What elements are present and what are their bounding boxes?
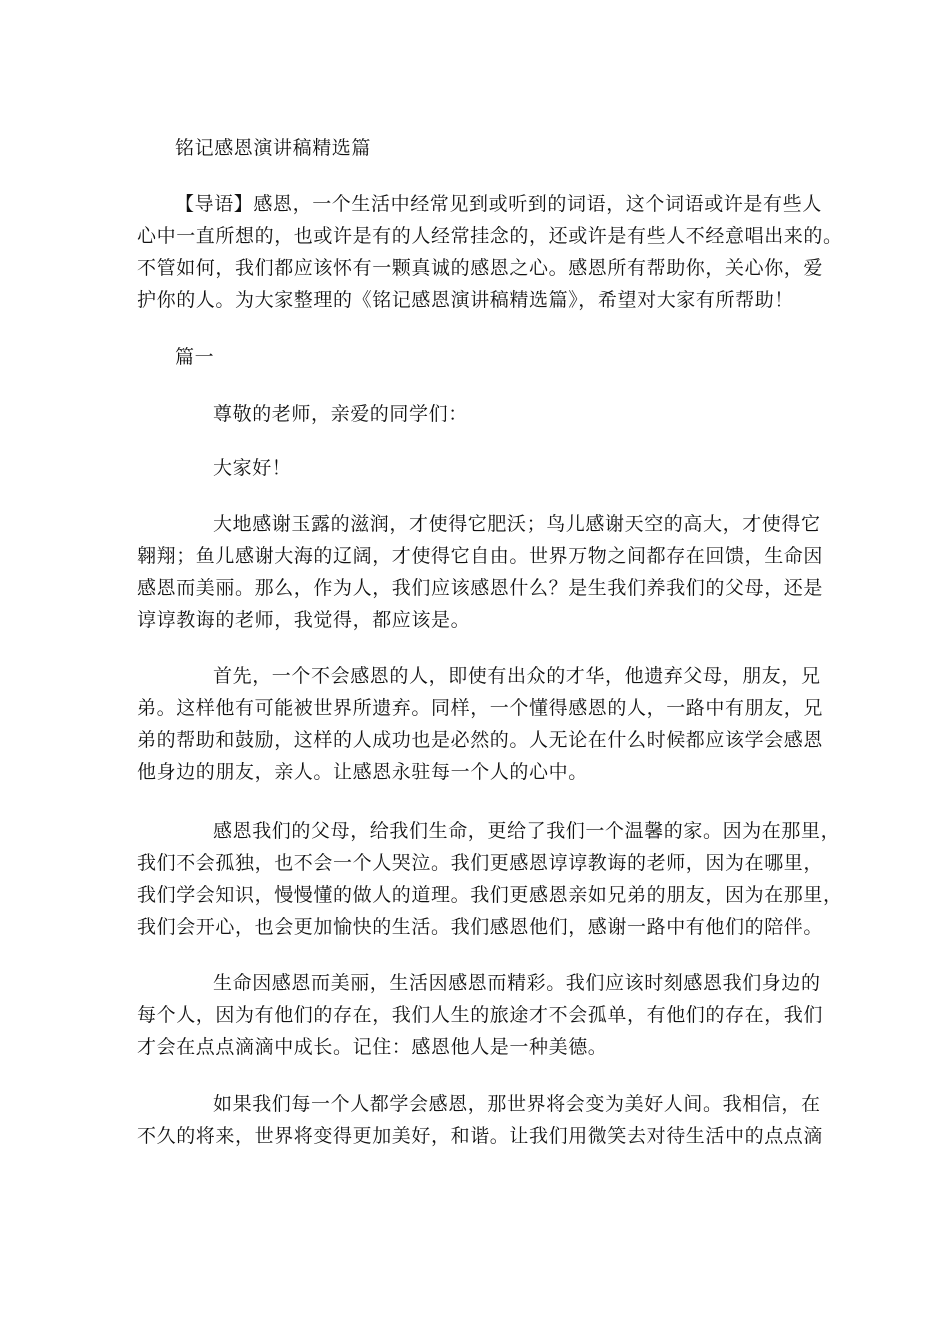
salutation: 尊敬的老师，亲爱的同学们： [213,403,468,425]
paragraph-line: 我们学会知识，慢慢懂的做人的道理。我们更感恩亲如兄弟的朋友，因为在那里， [137,884,843,906]
body-paragraph-5 [137,1088,824,1152]
body-paragraph-1 [137,508,824,636]
intro-line: 心中一直所想的，也或许是有的人经常挂念的，还或许是有些人不经意唱出来的。 [137,225,843,247]
intro-line: 护你的人。为大家整理的《铭记感恩演讲稿精选篇》，希望对大家有所帮助！ [137,289,794,311]
paragraph-line: 首先，一个不会感恩的人，即使有出众的才华，他遗弃父母，朋友，兄 [213,665,821,687]
paragraph-line: 翱翔；鱼儿感谢大海的辽阔，才使得它自由。世界万物之间都存在回馈，生命因 [137,545,824,567]
paragraph-line: 生命因感恩而美丽，生活因感恩而精彩。我们应该时刻感恩我们身边的 [213,972,821,994]
paragraph-line: 大地感谢玉露的滋润，才使得它肥沃；鸟儿感谢天空的高大，才使得它 [213,513,821,535]
paragraph-line: 感恩而美丽。那么，作为人，我们应该感恩什么？是生我们养我们的父母，还是 [137,577,824,599]
paragraph-line: 弟。这样他有可能被世界所遗弃。同样，一个懂得感恩的人，一路中有朋友，兄 [137,697,824,719]
paragraph-line: 不久的将来，世界将变得更加美好，和谐。让我们用微笑去对待生活中的点点滴 [137,1125,824,1147]
intro-line: 不管如何，我们都应该怀有一颗真诚的感恩之心。感恩所有帮助你，关心你，爱 [137,257,824,279]
paragraph-line: 感恩我们的父母，给我们生命，更给了我们一个温馨的家。因为在那里， [213,820,841,842]
body-paragraph-2 [137,660,824,788]
document-title: 铭记感恩演讲稿精选篇 [175,137,372,159]
greeting: 大家好！ [213,457,292,479]
paragraph-line: 如果我们每一个人都学会感恩，那世界将会变为美好人间。我相信，在 [213,1093,821,1115]
body-paragraph-4 [137,967,824,1063]
paragraph-line: 每个人，因为有他们的存在，我们人生的旅途才不会孤单，有他们的存在，我们 [137,1004,824,1026]
paragraph-line: 谆谆教诲的老师，我觉得，都应该是。 [137,609,471,631]
intro-line: 【导语】感恩，一个生活中经常见到或听到的词语，这个词语或许是有些人 [175,193,822,215]
paragraph-line: 我们会开心，也会更加愉快的生活。我们感恩他们，感谢一路中有他们的陪伴。 [137,916,824,938]
paragraph-line: 弟的帮助和鼓励，这样的人成功也是必然的。人无论在什么时候都应该学会感恩 [137,729,824,751]
intro-paragraph [137,188,843,316]
paragraph-line: 才会在点点滴滴中成长。记住：感恩他人是一种美德。 [137,1036,608,1058]
paragraph-line: 他身边的朋友，亲人。让感恩永驻每一个人的心中。 [137,761,588,783]
paragraph-line: 我们不会孤独，也不会一个人哭泣。我们更感恩谆谆教诲的老师，因为在哪里， [137,852,824,874]
body-paragraph-3 [137,815,843,943]
section-heading: 篇一 [175,346,215,368]
